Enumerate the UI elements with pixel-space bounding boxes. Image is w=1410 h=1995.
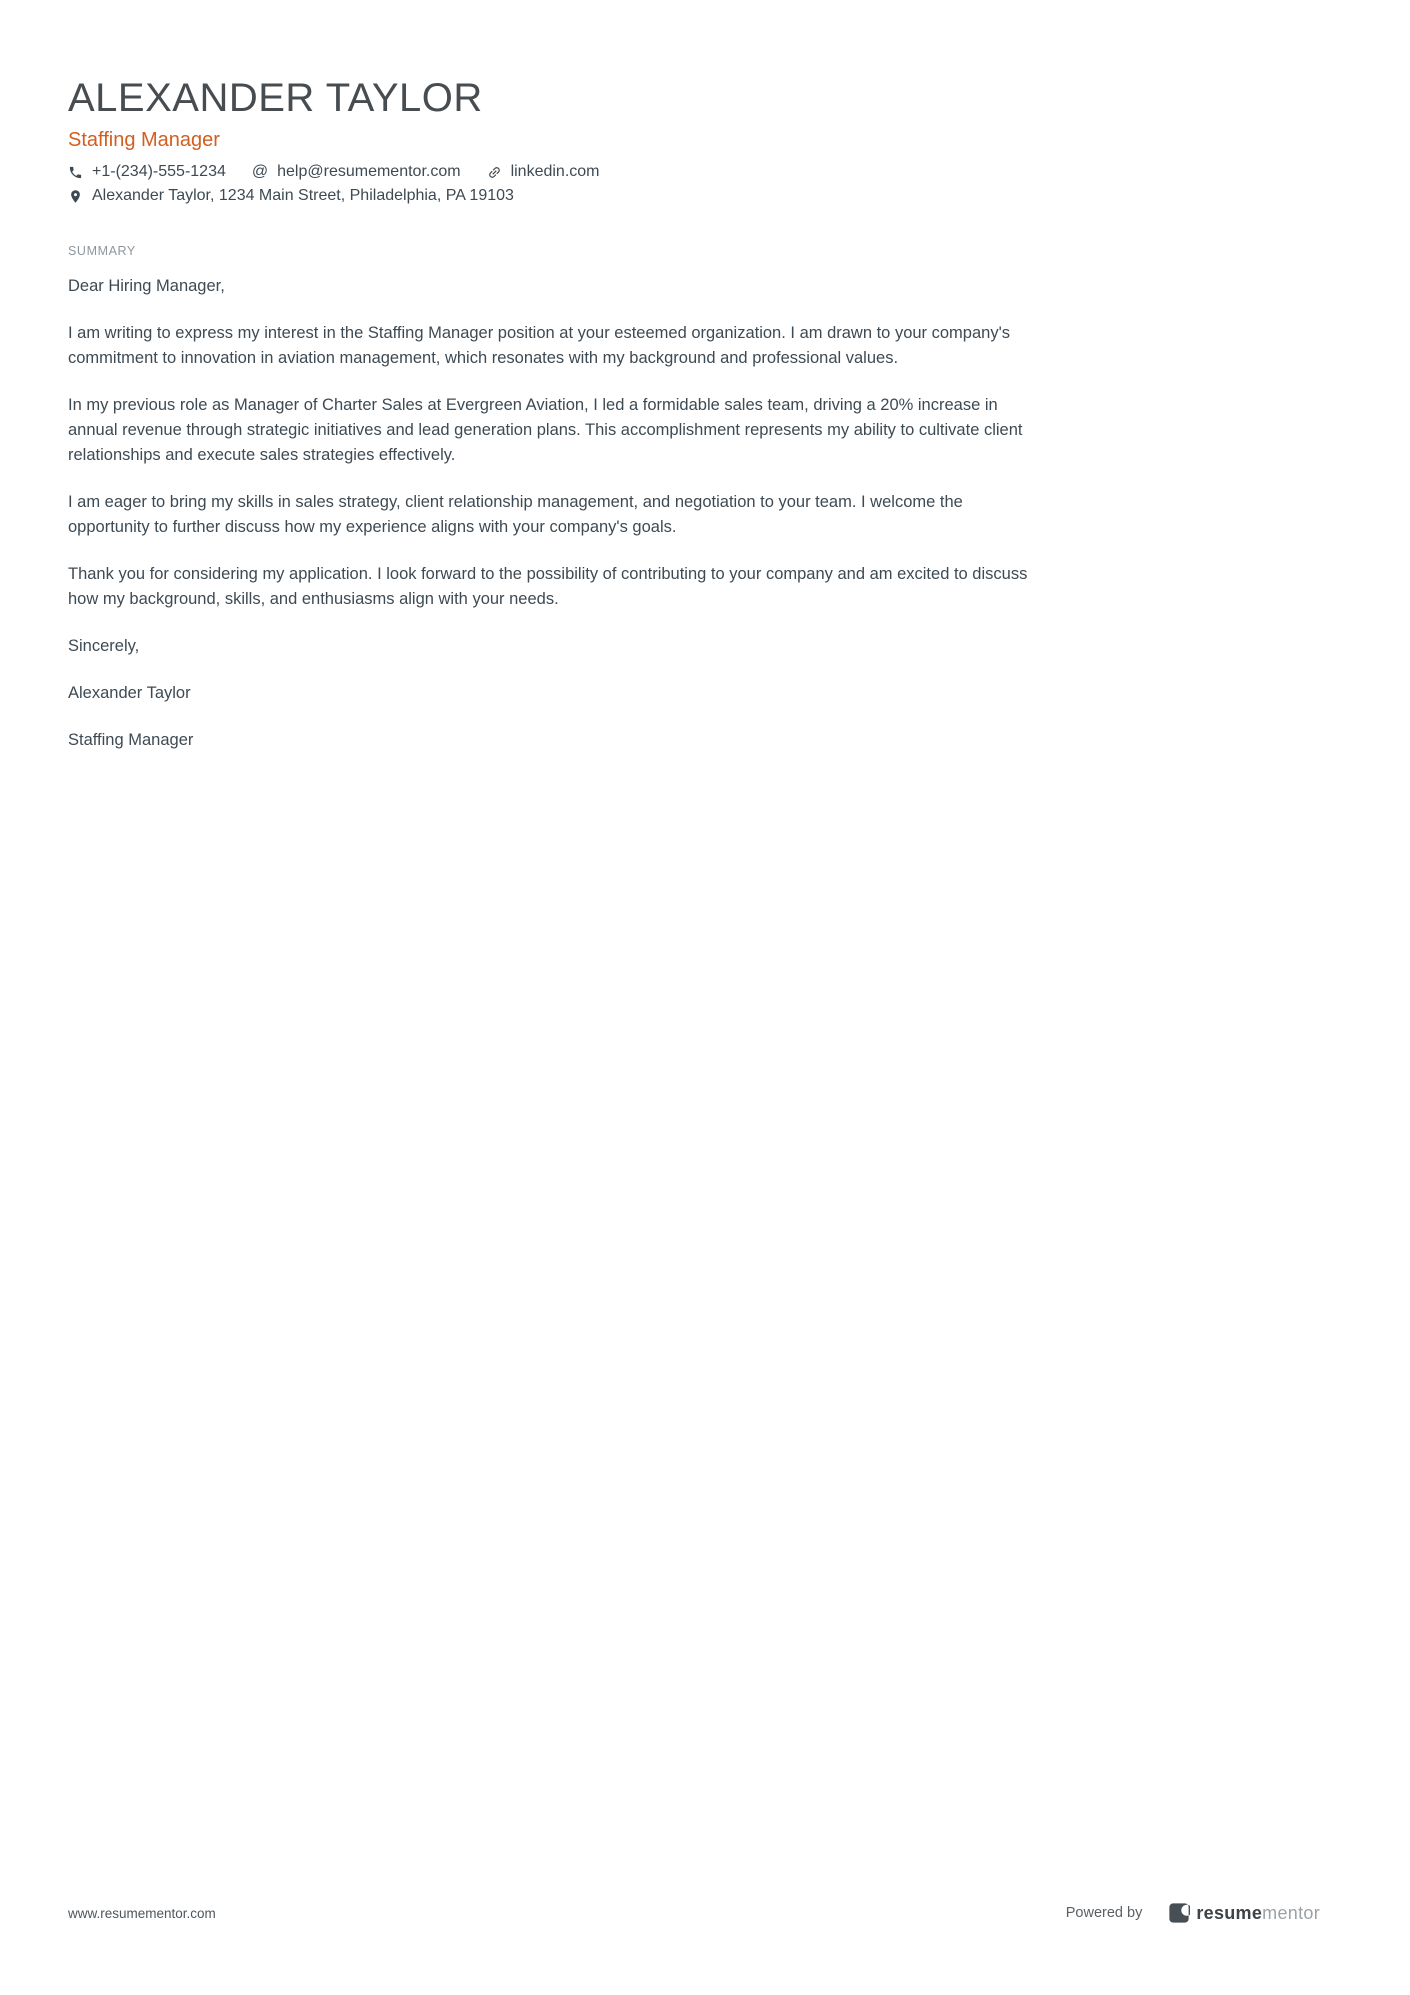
signature-title: Staffing Manager: [68, 731, 194, 749]
at-icon: @: [251, 163, 269, 180]
phone-icon: [68, 165, 83, 180]
paragraph: I am eager to bring my skills in sales strategy, client relationship management, and negotiation to your team. I welcome the opportunity to further discuss how my experience aligns with your company's goals.: [68, 493, 963, 536]
page-footer: [68, 1902, 1320, 1924]
email-contact: [252, 163, 461, 181]
brand-name: [1196, 1903, 1320, 1924]
address-row: [68, 187, 1043, 205]
powered-by-label: Powered by: [1065, 1905, 1143, 1921]
brand-name-light: mentor: [1262, 1902, 1320, 1923]
closing: Sincerely,: [68, 637, 140, 655]
person-name: ALEXANDER TAYLOR: [68, 76, 483, 120]
address-contact: [68, 187, 514, 205]
paragraph: I am writing to express my interest in the Staffing Manager position at your esteemed organization. I am drawn to your company's commitment to innovation in aviation management, which resonates with my background and professional values.: [68, 324, 1010, 367]
linkedin-url: linkedin.com: [510, 163, 600, 180]
phone-contact: [68, 163, 226, 181]
job-title: Staffing Manager: [68, 129, 220, 151]
address-text: Alexander Taylor, 1234 Main Street, Philadelphia, PA 19103: [92, 187, 514, 204]
paragraph: In my previous role as Manager of Charter Sales at Evergreen Aviation, I led a formidable sales team, driving a 20% increase in annual revenue through strategic initiatives and lead generation plans. This accomplishment represents my ability to cultivate client relationships and execute sales strategies effectively.: [68, 396, 1023, 464]
footer-brand-area: [1066, 1902, 1320, 1924]
footer-website: www.resumementor.com: [68, 1905, 216, 1921]
linkedin-contact: [487, 163, 600, 181]
link-icon: [487, 165, 502, 180]
signature-name: Alexander Taylor: [68, 684, 191, 702]
brand-lockup: [1168, 1902, 1320, 1924]
email-address: help@resumementor.com: [277, 163, 461, 180]
brand-name-bold: resume: [1196, 1902, 1263, 1923]
paragraph: Thank you for considering my application. I look forward to the possibility of contributing to your company and am excited to discuss how my background, skills, and enthusiasms align with your needs.: [68, 565, 1028, 608]
salutation: Dear Hiring Manager,: [68, 277, 225, 295]
location-pin-icon: [68, 189, 83, 204]
letter-content: [68, 76, 1043, 753]
summary-section-label: SUMMARY: [68, 244, 136, 258]
contact-row: [68, 163, 1043, 181]
phone-number: +1-(234)-555-1234: [92, 163, 226, 180]
letter-body: [68, 274, 1043, 753]
brand-logo-icon: [1168, 1902, 1190, 1924]
